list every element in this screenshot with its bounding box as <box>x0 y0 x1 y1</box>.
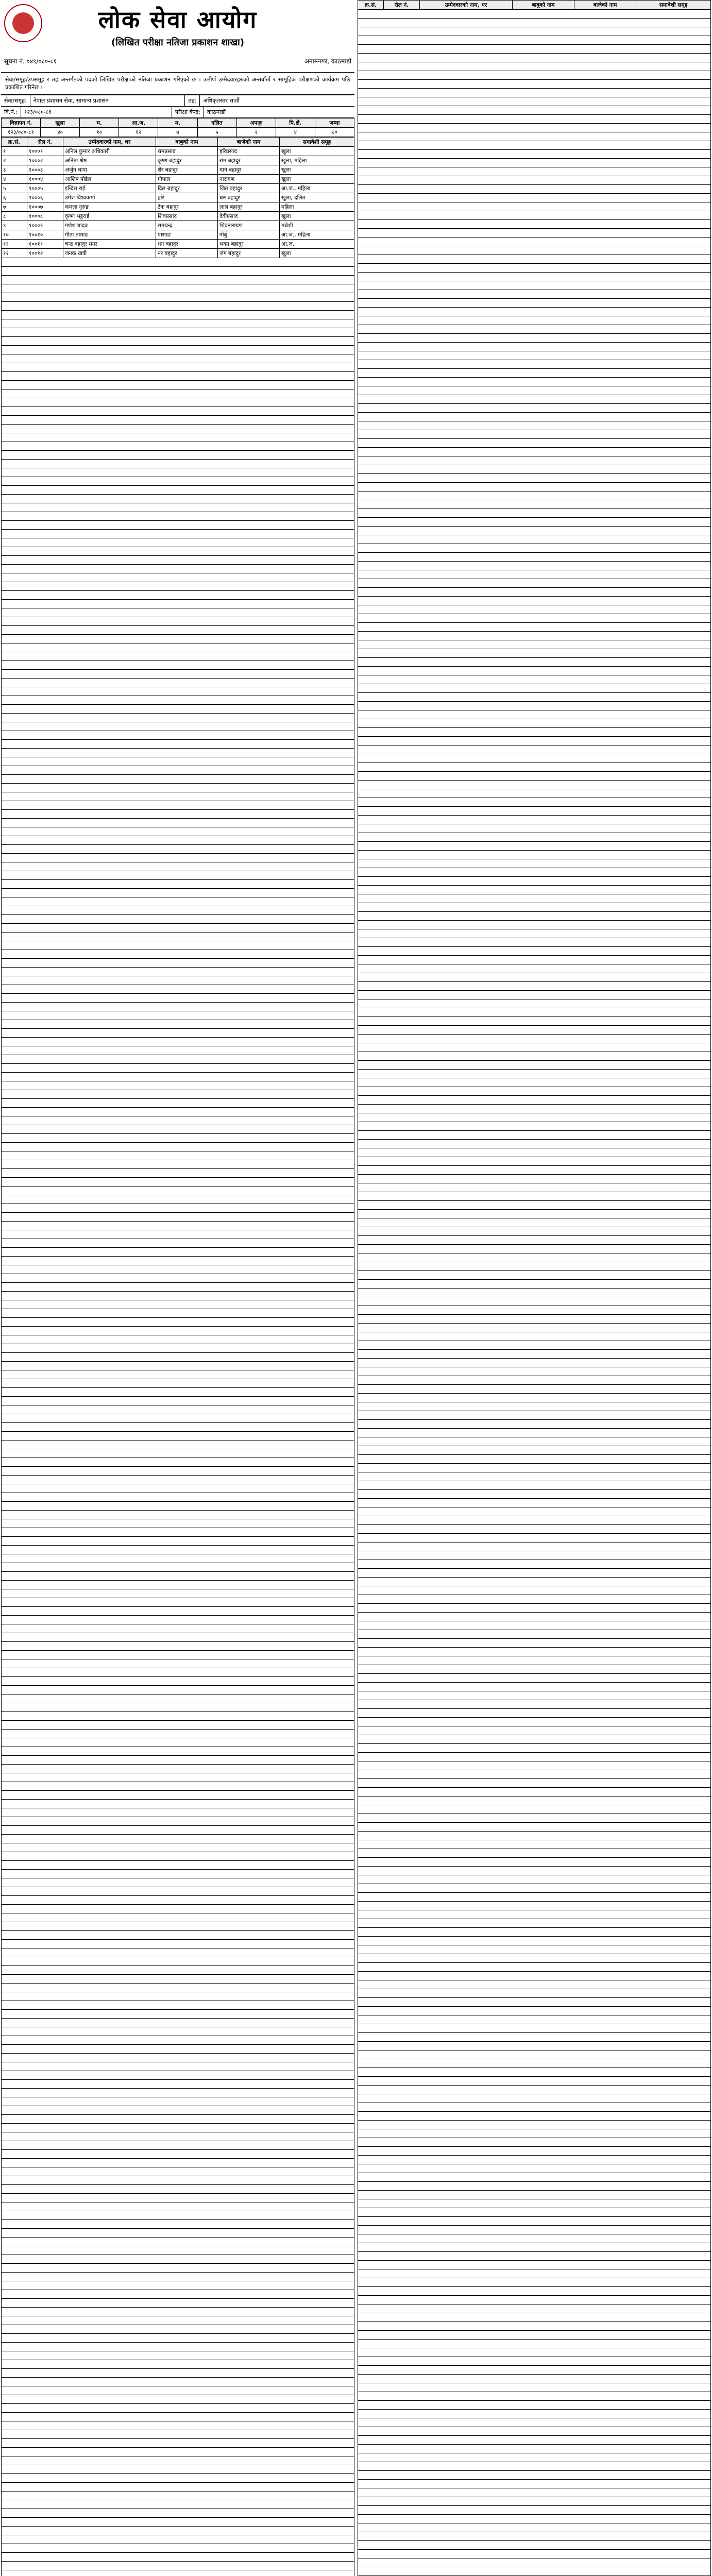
place: अनामनगर, काठमाडौं <box>304 58 351 65</box>
table-cell: १०००८ <box>27 212 63 221</box>
table-row <box>2 230 354 240</box>
table-row <box>2 184 354 193</box>
table-cell: महिला <box>280 202 354 212</box>
table-row <box>2 147 354 156</box>
summary-cell: ८० <box>315 128 354 137</box>
table-row <box>2 165 354 175</box>
table-cell: जित बहादुर <box>218 184 280 193</box>
column-header: उम्मेदवारको नाम, थर <box>63 138 156 147</box>
service-label: सेवा/समूह: <box>1 95 30 106</box>
table-cell: कमला गुरुङ <box>63 202 156 212</box>
table-cell: आ.ज., महिला <box>280 230 354 240</box>
summary-header: खुला <box>41 118 80 128</box>
table-cell: कृष्ण भट्टराई <box>63 212 156 221</box>
table-cell: हरिप्रसाद <box>218 147 280 156</box>
table-cell: खुला <box>280 212 354 221</box>
summary-header: दलित <box>197 118 236 128</box>
summary-cell: ७ <box>158 128 197 137</box>
column-header: बाबुको नाम <box>513 1 574 10</box>
table-cell: १०००५ <box>27 184 63 193</box>
table-cell: कृष्ण बहादुर <box>156 156 218 165</box>
table-cell: ५ <box>2 184 27 193</box>
table-cell: राम बहादुर <box>218 156 280 165</box>
column-header: क्र.सं. <box>2 138 27 147</box>
summary-cell: १० <box>80 128 119 137</box>
summary-cell: २ <box>236 128 276 137</box>
table-cell: ४ <box>2 175 27 184</box>
table-cell: गीता तामाङ <box>63 230 156 240</box>
table-cell: धन बहादुर <box>218 193 280 202</box>
page-header <box>1 0 354 73</box>
table-cell: १०००४ <box>27 175 63 184</box>
summary-header: म. <box>80 118 119 128</box>
summary-cell: ५ <box>197 128 236 137</box>
results-continuation <box>1 258 354 2576</box>
table-cell: २ <box>2 156 27 165</box>
header-meta <box>4 57 351 65</box>
table-cell: खुला <box>280 147 354 156</box>
table-cell: शेर बहादुर <box>156 165 218 175</box>
page-subtitle: (लिखित परीक्षा नतिजा प्रकाशन शाखा) <box>111 37 245 48</box>
table-cell: गणेश यादव <box>63 221 156 230</box>
table-cell: खुला, दलित <box>280 193 354 202</box>
page-title: लोक सेवा आयोग <box>98 6 258 33</box>
table-cell: रामचन्द्र <box>156 221 218 230</box>
table-cell: १००१० <box>27 230 63 240</box>
summary-header: पि.क्षे. <box>276 118 315 128</box>
table-cell: नारायण <box>218 175 280 184</box>
table-cell: मान बहादुर <box>218 165 280 175</box>
results-table-continued <box>358 0 711 10</box>
column-header: समावेशी समूह <box>636 1 711 10</box>
table-cell: नर बहादुर <box>156 249 218 258</box>
table-cell: १० <box>2 230 27 240</box>
table-cell: रामप्रसाद <box>156 147 218 156</box>
summary-header: जम्मा <box>315 118 354 128</box>
table-cell: १०००९ <box>27 221 63 230</box>
exam-info <box>1 95 354 118</box>
table-cell: देवीप्रसाद <box>218 212 280 221</box>
table-cell: आ.ज. <box>280 240 354 249</box>
right-column <box>358 0 711 2576</box>
column-header: बाबुको नाम <box>156 138 218 147</box>
summary-header: म. <box>158 118 197 128</box>
table-cell: १००११ <box>27 240 63 249</box>
table-cell: १०००३ <box>27 165 63 175</box>
table-cell: टेक बहादुर <box>156 202 218 212</box>
table-cell: १०००२ <box>27 156 63 165</box>
table-cell: अनिता श्रेष्ठ <box>63 156 156 165</box>
table-cell: १०००१ <box>27 147 63 156</box>
table-cell: ११ <box>2 240 27 249</box>
table-cell: धन बहादुर <box>156 240 218 249</box>
center-label: परीक्षा केन्द्र: <box>172 107 204 117</box>
table-cell: उमेश विश्वकर्मा <box>63 193 156 202</box>
table-cell: खुला <box>280 175 354 184</box>
table-cell: ८ <box>2 212 27 221</box>
summary-cell: १२३/०८०-८१ <box>2 128 41 137</box>
table-cell: ७ <box>2 202 27 212</box>
results-table <box>1 137 354 258</box>
summary-cell: ४० <box>41 128 80 137</box>
table-cell: भक्त बहादुर <box>218 240 280 249</box>
table-cell: अनिल कुमार अधिकारी <box>63 147 156 156</box>
table-cell: १०००७ <box>27 202 63 212</box>
notice-text: सेवा/समूह/उपसमूह र तह अन्तर्गतको पदको लिखित परीक्षाको नतिजा प्रकाशन गरिएको छ । उत्तीर्ण उम्मेदवारहरुको अन्तर्वार्ता र सामूहिक परीक्षणको कार्यक्रम पछि प्रकाशित गरिनेछ । <box>1 73 354 95</box>
column-header: उम्मेदवारको नाम, थर <box>420 1 513 10</box>
table-cell: १२ <box>2 249 27 258</box>
table-cell: जंग बहादुर <box>218 249 280 258</box>
table-cell: १०००६ <box>27 193 63 202</box>
table-cell: ३ <box>2 165 27 175</box>
table-cell: हरि <box>156 193 218 202</box>
table-cell: जनक खत्री <box>63 249 156 258</box>
summary-header: अपाङ्ग <box>236 118 276 128</box>
table-row <box>2 175 354 184</box>
results-continuation-right <box>358 10 711 2576</box>
adv-value: १२३/०८०-८१ <box>21 107 172 117</box>
summary-header: आ.ज. <box>119 118 158 128</box>
adv-label: वि.नं.: <box>1 107 21 117</box>
table-row <box>2 202 354 212</box>
table-cell: मधेशी <box>280 221 354 230</box>
table-row <box>2 240 354 249</box>
table-row <box>2 193 354 202</box>
column-header: रोल नं. <box>27 138 63 147</box>
level-value: अधिकृतस्तर सातौं <box>203 97 240 104</box>
notice-number: सूचना नं. ०४९/०८०-८१ <box>4 58 57 65</box>
table-cell: आशिष पौडेल <box>63 175 156 184</box>
summary-cell: ४ <box>276 128 315 137</box>
column-header: बाजेको नाम <box>218 138 280 147</box>
center-value: काठमाडौं <box>207 109 226 115</box>
table-cell: दिल बहादुर <box>156 184 218 193</box>
table-row <box>2 221 354 230</box>
column-header: समावेशी समूह <box>280 138 354 147</box>
column-header: क्र.सं. <box>358 1 384 10</box>
table-row <box>2 156 354 165</box>
table-cell: नोर्बु <box>218 230 280 240</box>
table-cell: ६ <box>2 193 27 202</box>
table-cell: अर्जुन थापा <box>63 165 156 175</box>
table-cell: पासाङ <box>156 230 218 240</box>
table-cell: खुला, महिला <box>280 156 354 165</box>
table-row <box>2 212 354 221</box>
table-cell: गोपाल <box>156 175 218 184</box>
column-header: रोल नं. <box>384 1 420 10</box>
table-cell: चन्द्र बहादुर मगर <box>63 240 156 249</box>
table-cell: १ <box>2 147 27 156</box>
table-row <box>2 249 354 258</box>
table-cell: खुला <box>280 249 354 258</box>
level-label: तह: <box>185 95 200 106</box>
table-cell: खुला <box>280 165 354 175</box>
table-cell: इन्दिरा राई <box>63 184 156 193</box>
summary-cell: १२ <box>119 128 158 137</box>
summary-table <box>1 118 354 137</box>
column-header: बाजेको नाम <box>574 1 636 10</box>
table-cell: १००१२ <box>27 249 63 258</box>
left-column <box>1 0 354 2576</box>
table-cell: शिवप्रसाद <box>156 212 218 221</box>
summary-header: विज्ञापन नं. <box>2 118 41 128</box>
table-cell: शिवनारायण <box>218 221 280 230</box>
table-cell: लाल बहादुर <box>218 202 280 212</box>
table-cell: आ.ज., महिला <box>280 184 354 193</box>
service-value: नेपाल प्रशासन सेवा, सामान्य प्रशासन <box>30 95 185 106</box>
table-cell: ९ <box>2 221 27 230</box>
